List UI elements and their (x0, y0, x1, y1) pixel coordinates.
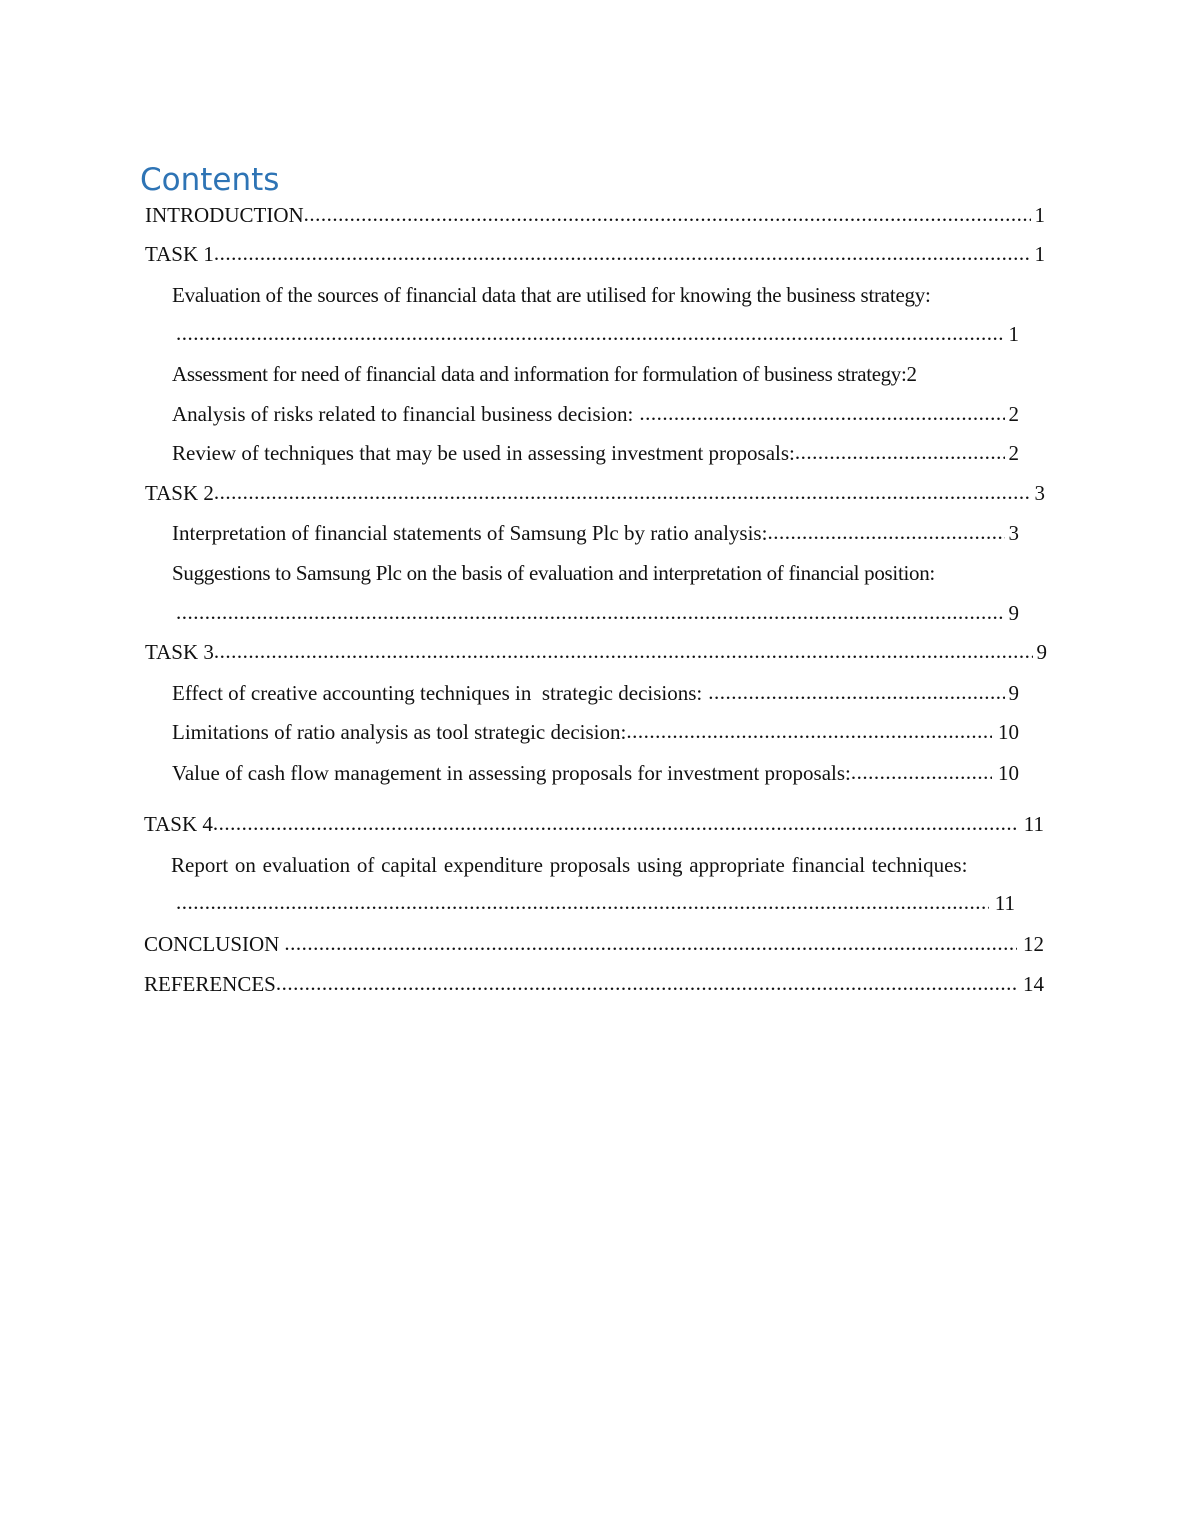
toc-leader-dots (639, 399, 1004, 427)
toc-entry-t1-sources[interactable] (172, 281, 1046, 309)
toc-entry-t4-report[interactable] (171, 851, 1042, 879)
toc-leader-dots (176, 598, 1005, 626)
toc-page-number: 1 (1034, 242, 1045, 266)
toc-entry-t3-limitations[interactable] (172, 718, 1019, 746)
toc-entry-task1[interactable] (145, 240, 1045, 268)
toc-leader-dots (708, 678, 1004, 706)
toc-leader-dots (213, 809, 1018, 837)
toc-page-number: 11 (1023, 812, 1044, 836)
toc-page-number: 9 (1036, 640, 1047, 664)
toc-page-number: 1 (1034, 203, 1045, 227)
toc-leader-dots (176, 888, 989, 916)
toc-leader-dots (851, 758, 992, 786)
toc-entry-title: TASK 3 (145, 640, 214, 664)
toc-entry-task2[interactable] (145, 479, 1045, 507)
toc-leader-dots (276, 969, 1017, 997)
toc-entry-title: Analysis of risks related to financial business decision: (172, 402, 634, 426)
toc-leader-dots (767, 518, 1004, 546)
toc-leader-dots (304, 200, 1031, 228)
toc-entry-t3-effect[interactable] (172, 679, 1019, 707)
toc-entry-t1-assessment[interactable] (172, 360, 1042, 388)
toc-entry-t1-risks[interactable] (172, 400, 1019, 428)
toc-entry-title: Report on evaluation of capital expenditure proposals using appropriate financial techniques: (171, 853, 968, 877)
toc-entry-title: Suggestions to Samsung Plc on the basis of evaluation and interpretation of financial position: (172, 561, 935, 585)
toc-page-number: 10 (998, 761, 1019, 785)
toc-entry-title: Interpretation of financial statements of Samsung Plc by ratio analysis: (172, 521, 768, 545)
toc-entry-t2-interpretation[interactable] (172, 519, 1019, 547)
toc-entry-t1-review[interactable] (172, 439, 1019, 467)
toc-entry-title: REFERENCES (144, 972, 276, 996)
toc-leader-dots (284, 929, 1017, 957)
toc-leader-dots (795, 438, 1005, 466)
toc-heading: Contents (140, 162, 280, 198)
toc-entry-title: CONCLUSION (144, 932, 280, 956)
toc-page-number: 9 (1008, 681, 1019, 705)
toc-leader-dots (214, 239, 1031, 267)
toc-leader-dots (176, 319, 1005, 347)
toc-entry-t1-sources-leader[interactable] (176, 320, 1019, 348)
toc-entry-title: Limitations of ratio analysis as tool strategic decision: (172, 720, 627, 744)
toc-page-number: 14 (1023, 972, 1044, 996)
toc-entry-title: Review of techniques that may be used in assessing investment proposals: (172, 441, 795, 465)
toc-page-number: 2 (906, 362, 917, 386)
toc-entry-title: Evaluation of the sources of financial data that are utilised for knowing the business strategy: (172, 283, 931, 307)
toc-entry-t2-suggestions[interactable] (172, 559, 1046, 587)
toc-page-number: 11 (994, 891, 1015, 915)
toc-entry-task4[interactable] (144, 810, 1044, 838)
toc-entry-conclusion[interactable] (144, 930, 1044, 958)
toc-entry-introduction[interactable] (145, 201, 1045, 229)
toc-entry-title: TASK 1 (145, 242, 214, 266)
toc-entry-title: INTRODUCTION (145, 203, 304, 227)
toc-entry-t2-suggestions-leader[interactable] (176, 599, 1019, 627)
toc-entry-t3-value[interactable] (172, 759, 1019, 787)
toc-leader-dots (214, 478, 1031, 506)
toc-page-number: 1 (1008, 322, 1019, 346)
toc-leader-dots (626, 717, 992, 745)
toc-entry-title: Assessment for need of financial data and information for formulation of business strategy: (172, 362, 907, 386)
toc-page-number: 12 (1023, 932, 1044, 956)
toc-page-number: 9 (1008, 601, 1019, 625)
toc-entry-title: TASK 2 (145, 481, 214, 505)
toc-leader-dots (214, 637, 1033, 665)
toc-entry-references[interactable] (144, 970, 1044, 998)
toc-entry-title: TASK 4 (144, 812, 213, 836)
toc-entry-title: Value of cash flow management in assessing proposals for investment proposals: (172, 761, 851, 785)
toc-entry-t4-report-leader[interactable] (176, 889, 1015, 917)
toc-page-number: 2 (1008, 402, 1019, 426)
toc-page-number: 10 (998, 720, 1019, 744)
toc-entry-task3[interactable] (145, 638, 1047, 666)
toc-entry-title: Effect of creative accounting techniques in strategic decisions: (172, 681, 703, 705)
toc-page-number: 3 (1008, 521, 1019, 545)
toc-page-number: 2 (1008, 441, 1019, 465)
toc-page-number: 3 (1034, 481, 1045, 505)
